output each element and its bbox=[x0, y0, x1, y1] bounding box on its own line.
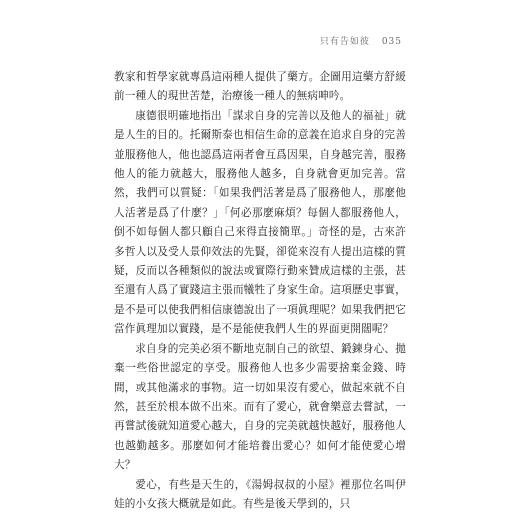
body-text bbox=[114, 68, 406, 514]
paragraph-2: 康德很明確地指出「謀求自身的完善以及他人的福祉」就是人生的目的。托爾斯泰也相信生命的意義在追求自身的完善並服務他人，他也認爲這兩者會互爲因果，自身越完善，服務他人的能力就越大，服務他人越多，自身就會更加完善。當然，我們可以質疑：「如果我們活著是爲了服務他人，那麼他人活著是爲了什麼？」「何必那麼麻煩？每個人都服務他人，倒不如每個人都只顧自己來得直接簡單。」奇怪的是，古來許多哲人以及受人景仰效法的先賢，卻從來沒有人提出這樣的質疑，反而以各種類似的說法或實際行動來贊成這樣的主張，甚至還有人爲了實踐這主張而犧牲了身家生命。這項歷史事實，是不是可以使我們相信康德說出了一項眞理呢？如果我們把它當作眞理加以實踐，是不是能使我們人生的界面更開闊呢？ bbox=[114, 109, 406, 336]
running-header-title: 只有告如彼 bbox=[319, 37, 370, 47]
page-number: 035 bbox=[381, 37, 402, 47]
paragraph-3: 求自身的完美必須不斷地克制自己的欲望、鍛鍊身心、拋棄一些俗世認定的享受。服務他人也多少需要捨棄金錢、時間，或其他滿求的事物。這一切如果沒有愛心，做起來就不自然，甚至於根本做不出來。而有了愛心，就會樂意去嘗試，一再嘗試後就知道愛心越大，自身的完美就越快越好，服務他人也越勤越多。那麼如何才能培養出愛心？如何才能使愛心增大？ bbox=[114, 342, 406, 472]
running-header bbox=[320, 34, 402, 47]
paragraph-1: 教家和哲學家就專爲這兩種人提供了藥方。企圖用這藥方舒緩前一種人的現世苦楚，治療後一種人的無病呻吟。 bbox=[114, 71, 406, 103]
paragraph-4: 愛心，有些是天生的，《湯姆叔叔的小屋》裡那位名叫伊娃的小女孩大概就是如此。有些是後天學到的，只 bbox=[114, 478, 406, 510]
